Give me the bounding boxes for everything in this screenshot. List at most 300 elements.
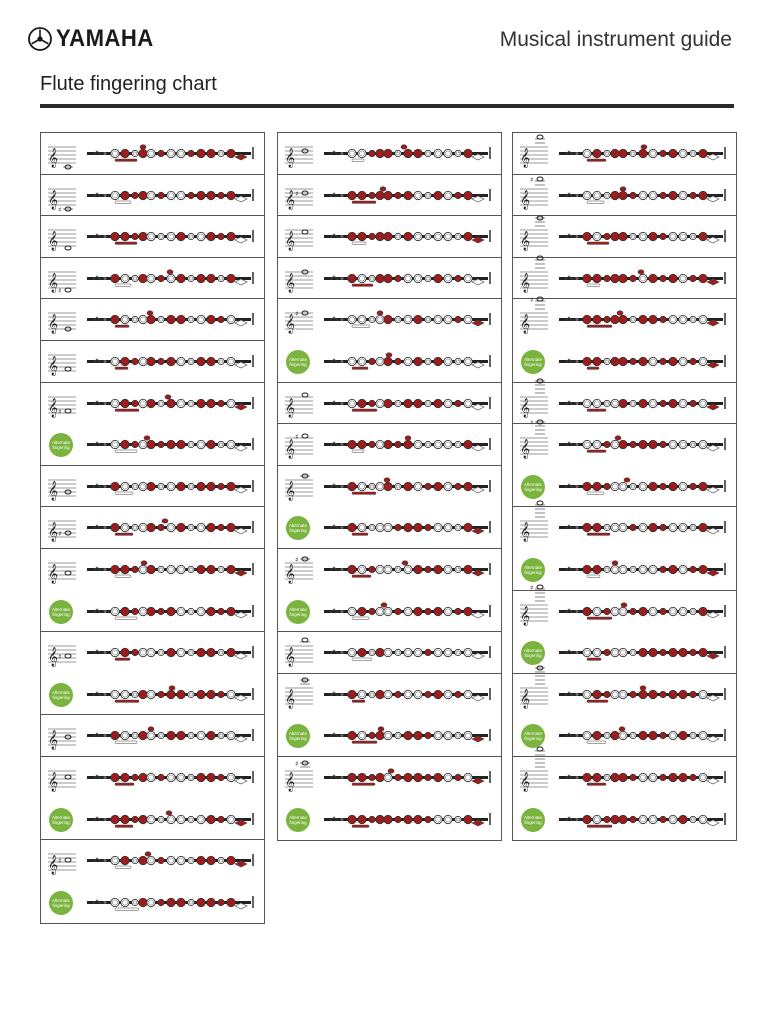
flute-fingering	[557, 682, 731, 713]
treble-clef-icon: 𝄞	[285, 563, 296, 584]
fingering-row	[41, 715, 264, 756]
fingering-cell	[41, 175, 264, 217]
fingering-row	[513, 674, 736, 715]
badge-line-2: fingering	[52, 611, 70, 617]
fingering-row	[41, 175, 264, 216]
svg-text:♯: ♯	[530, 419, 534, 428]
fingering-row	[278, 383, 501, 424]
badge-line-2: fingering	[289, 528, 307, 534]
treble-clef-icon: 𝄞	[285, 439, 296, 460]
flute-fingering	[322, 307, 496, 338]
treble-clef-icon: 𝄞	[285, 688, 296, 709]
alternate-fingering-badge	[49, 433, 73, 457]
alternate-fingering-row	[513, 799, 736, 840]
fingering-row	[278, 466, 501, 507]
svg-text:♯: ♯	[58, 653, 62, 662]
flute-fingering-alternate	[85, 890, 259, 921]
note-staff	[519, 680, 549, 715]
fingering-cell	[278, 757, 501, 840]
flute-fingering	[322, 266, 496, 297]
note-staff	[284, 139, 314, 174]
badge-line-1: Alternate	[51, 689, 70, 695]
treble-clef-icon: 𝄞	[285, 272, 296, 293]
note-staff	[284, 472, 314, 507]
badge-line-2: fingering	[524, 653, 542, 659]
note-staff	[47, 472, 77, 507]
flute-fingering-alternate	[557, 349, 731, 380]
treble-clef-icon: 𝄞	[520, 148, 531, 168]
note-staff	[284, 222, 314, 257]
alternate-fingering-badge	[286, 350, 310, 374]
fingering-cell	[278, 383, 501, 425]
flute-diagram	[557, 266, 731, 292]
treble-clef-icon: 𝄞	[48, 647, 59, 668]
alternate-fingering-row	[513, 632, 736, 673]
flute-fingering	[85, 266, 259, 297]
svg-text:♯: ♯	[58, 407, 62, 416]
fingering-cell	[41, 466, 264, 508]
fingering-row	[41, 840, 264, 881]
note-staff	[284, 430, 314, 465]
svg-text:♯: ♯	[58, 857, 62, 866]
fingering-row	[278, 175, 501, 216]
staff-notation	[284, 389, 314, 419]
badge-line-1: Alternate	[523, 564, 542, 570]
badge-line-2: fingering	[52, 902, 70, 908]
flute-diagram	[557, 557, 731, 583]
alternate-fingering-row	[278, 341, 501, 382]
fingering-row	[41, 549, 264, 590]
fingering-row	[41, 507, 264, 548]
fingering-cell	[41, 341, 264, 383]
badge-line-2: fingering	[52, 694, 70, 700]
treble-clef-icon: 𝄞	[48, 855, 59, 876]
alternate-fingering-badge	[521, 558, 545, 582]
tuning-forks-logo-icon	[28, 27, 52, 51]
flute-fingering	[85, 391, 259, 422]
fingering-row	[41, 341, 264, 382]
flute-fingering	[85, 848, 259, 879]
alternate-fingering-row	[278, 507, 501, 548]
treble-clef-icon: 𝄞	[48, 480, 59, 501]
flute-diagram	[322, 391, 496, 417]
flute-fingering	[322, 640, 496, 671]
alternate-fingering-badge	[521, 808, 545, 832]
staff-notation	[47, 389, 77, 419]
treble-clef-icon: 𝄞	[285, 771, 296, 792]
note-staff	[519, 296, 549, 340]
flute-diagram	[85, 640, 259, 666]
staff-notation	[47, 513, 77, 543]
fingering-row	[41, 757, 264, 798]
page-header	[0, 0, 768, 70]
staff-notation	[284, 305, 314, 335]
flute-fingering	[557, 224, 731, 255]
staff-notation	[519, 583, 549, 627]
flute-fingering	[85, 183, 259, 214]
badge-line-1: Alternate	[523, 481, 542, 487]
flute-fingering	[85, 474, 259, 505]
fingering-column-3	[512, 132, 737, 841]
svg-text:♯: ♯	[58, 205, 62, 214]
brand-name: YAMAHA	[56, 25, 154, 52]
note-staff	[284, 638, 314, 673]
flute-diagram	[85, 765, 259, 791]
note-staff	[47, 763, 77, 798]
flute-fingering-alternate	[322, 349, 496, 380]
fingering-row	[278, 632, 501, 673]
flute-fingering-alternate	[322, 515, 496, 546]
badge-line-2: fingering	[52, 445, 70, 451]
flute-fingering-alternate	[322, 723, 496, 754]
flute-diagram	[85, 266, 259, 292]
fingering-cell	[513, 258, 736, 300]
note-staff	[284, 264, 314, 299]
fingering-row	[278, 133, 501, 174]
staff-notation	[284, 680, 314, 710]
staff-notation	[284, 472, 314, 502]
badge-line-1: Alternate	[51, 440, 70, 446]
flute-diagram	[557, 474, 731, 500]
flute-diagram	[85, 557, 259, 583]
flute-diagram	[557, 682, 731, 708]
treble-clef-icon: 𝄞	[520, 771, 531, 792]
flute-fingering-alternate	[322, 807, 496, 838]
fingering-cell	[513, 674, 736, 757]
fingering-row	[513, 383, 736, 424]
svg-text:♯: ♯	[295, 555, 299, 564]
fingering-cell	[41, 133, 264, 175]
fingering-row	[513, 583, 736, 632]
note-staff	[519, 763, 549, 798]
staff-notation	[47, 264, 77, 294]
note-staff	[47, 721, 77, 756]
flute-fingering	[85, 723, 259, 754]
staff-notation	[47, 347, 77, 377]
flute-fingering	[85, 515, 259, 546]
note-staff	[284, 555, 314, 590]
treble-clef-icon: 𝄞	[285, 231, 296, 252]
treble-clef-icon: 𝄞	[48, 397, 59, 418]
badge-line-2: fingering	[289, 736, 307, 742]
note-staff	[519, 139, 549, 174]
note-staff	[47, 264, 77, 299]
treble-clef-icon: 𝄞	[520, 314, 531, 335]
fingering-row	[513, 507, 736, 548]
treble-clef-icon: 𝄞	[285, 647, 296, 668]
treble-clef-icon: 𝄞	[48, 730, 59, 751]
fingering-row	[278, 424, 501, 465]
note-staff	[47, 181, 77, 216]
alternate-fingering-row	[278, 799, 501, 840]
flute-diagram	[322, 349, 496, 375]
treble-clef-icon: 𝄞	[520, 688, 531, 709]
flute-fingering	[322, 557, 496, 588]
note-staff	[47, 222, 77, 257]
badge-line-1: Alternate	[288, 523, 307, 529]
staff-notation	[284, 430, 314, 460]
flute-fingering	[557, 765, 731, 796]
flute-diagram	[85, 141, 259, 167]
flute-diagram	[557, 765, 731, 791]
alternate-fingering-row	[41, 424, 264, 465]
flute-fingering-alternate	[557, 723, 731, 754]
treble-clef-icon: 𝄞	[48, 189, 59, 210]
fingering-row	[41, 258, 264, 299]
alternate-fingering-badge	[49, 600, 73, 624]
flute-diagram	[557, 807, 731, 833]
flute-diagram	[557, 515, 731, 541]
flute-fingering	[85, 349, 259, 380]
flute-fingering	[85, 141, 259, 172]
fingering-row	[278, 216, 501, 257]
fingering-row	[513, 175, 736, 216]
treble-clef-icon: 𝄞	[48, 148, 59, 168]
svg-text:♯: ♯	[58, 530, 62, 539]
fingering-cell	[41, 383, 264, 466]
flute-fingering	[557, 141, 731, 172]
flute-diagram	[85, 682, 259, 708]
flute-diagram	[85, 599, 259, 625]
flute-diagram	[557, 599, 731, 625]
alternate-fingering-row	[41, 882, 264, 923]
staff-notation	[47, 846, 77, 876]
flute-diagram	[322, 599, 496, 625]
flute-fingering-alternate	[85, 807, 259, 838]
fingering-cell	[41, 507, 264, 549]
staff-notation	[519, 513, 549, 543]
alternate-fingering-row	[41, 799, 264, 840]
fingering-cell	[278, 299, 501, 382]
title-rule	[40, 104, 734, 108]
note-staff	[519, 175, 549, 216]
fingering-cell	[513, 175, 736, 217]
badge-line-2: fingering	[524, 736, 542, 742]
alternate-fingering-row	[278, 715, 501, 756]
fingering-row	[513, 757, 736, 798]
treble-clef-icon: 𝄞	[285, 314, 296, 335]
alternate-fingering-badge	[521, 350, 545, 374]
treble-clef-icon: 𝄞	[48, 272, 59, 293]
staff-notation	[519, 763, 549, 793]
alternate-fingering-badge	[521, 641, 545, 665]
fingering-cell	[41, 632, 264, 715]
treble-clef-icon: 𝄞	[520, 231, 531, 252]
page-title: Flute fingering chart	[40, 73, 217, 95]
flute-fingering	[557, 183, 731, 214]
fingering-cell	[41, 757, 264, 840]
badge-line-1: Alternate	[288, 731, 307, 737]
treble-clef-icon: 𝄞	[48, 314, 59, 335]
svg-text:♯: ♯	[58, 286, 62, 295]
staff-notation	[284, 181, 314, 211]
flute-fingering	[557, 391, 731, 422]
fingering-cell	[513, 133, 736, 175]
fingering-row	[278, 757, 501, 798]
flute-diagram	[322, 765, 496, 791]
flute-fingering-alternate	[557, 474, 731, 505]
treble-clef-icon: 𝄞	[285, 480, 296, 501]
staff-notation	[47, 181, 77, 214]
flute-diagram	[557, 307, 731, 333]
note-staff	[284, 305, 314, 340]
note-staff	[47, 347, 77, 382]
treble-clef-icon: 𝄞	[48, 355, 59, 376]
fingering-cell	[278, 632, 501, 674]
badge-line-1: Alternate	[523, 356, 542, 362]
treble-clef-icon: 𝄞	[520, 522, 531, 543]
fingering-cell	[278, 466, 501, 549]
fingering-cell	[513, 383, 736, 428]
flute-fingering	[557, 599, 731, 630]
flute-diagram	[557, 723, 731, 749]
staff-notation	[47, 638, 77, 668]
treble-clef-icon: 𝄞	[285, 189, 296, 210]
treble-clef-icon: 𝄞	[48, 522, 59, 543]
treble-clef-icon: 𝄞	[48, 231, 59, 252]
flute-fingering	[557, 307, 731, 338]
flute-diagram	[557, 141, 731, 167]
fingering-cell	[278, 424, 501, 466]
fingering-cell	[41, 258, 264, 300]
flute-diagram	[322, 266, 496, 292]
badge-line-1: Alternate	[288, 356, 307, 362]
fingering-cell	[41, 216, 264, 258]
flute-diagram	[322, 723, 496, 749]
brand-logo	[28, 25, 162, 53]
note-staff	[47, 638, 77, 673]
fingering-cell	[278, 133, 501, 175]
flute-diagram	[322, 807, 496, 833]
flute-diagram	[85, 890, 259, 916]
flute-fingering	[557, 432, 731, 463]
flute-diagram	[557, 183, 731, 209]
flute-fingering-alternate	[557, 640, 731, 671]
fingering-row	[278, 258, 501, 299]
badge-line-2: fingering	[289, 611, 307, 617]
fingering-cell	[41, 299, 264, 341]
note-staff	[519, 513, 549, 548]
badge-line-1: Alternate	[523, 814, 542, 820]
note-staff	[284, 759, 314, 798]
badge-line-2: fingering	[524, 486, 542, 492]
badge-line-1: Alternate	[288, 814, 307, 820]
staff-notation	[519, 296, 549, 335]
badge-line-2: fingering	[524, 819, 542, 825]
fingering-cell	[513, 757, 736, 840]
fingering-row	[278, 299, 501, 340]
fingering-cell	[513, 583, 736, 674]
alternate-fingering-badge	[286, 516, 310, 540]
fingering-row	[513, 216, 736, 257]
staff-notation	[47, 763, 77, 793]
alternate-fingering-badge	[49, 891, 73, 915]
fingering-cell	[513, 419, 736, 507]
note-staff	[519, 222, 549, 257]
flute-diagram	[322, 183, 496, 209]
svg-text:♯: ♯	[295, 433, 299, 442]
badge-line-2: fingering	[289, 361, 307, 367]
flute-fingering	[322, 141, 496, 172]
svg-text:♯: ♯	[295, 759, 299, 768]
treble-clef-icon: 𝄞	[48, 563, 59, 584]
note-staff	[284, 181, 314, 216]
treble-clef-icon: 𝄞	[285, 148, 296, 168]
badge-line-1: Alternate	[288, 606, 307, 612]
fingering-cell	[278, 216, 501, 258]
svg-text:♯: ♯	[530, 296, 534, 305]
fingering-column-2	[277, 132, 502, 841]
badge-line-1: Alternate	[51, 814, 70, 820]
flute-diagram	[85, 474, 259, 500]
fingering-cell	[513, 296, 736, 382]
flute-diagram	[557, 224, 731, 250]
badge-line-2: fingering	[524, 569, 542, 575]
flute-diagram	[322, 557, 496, 583]
flute-diagram	[85, 307, 259, 333]
fingering-row	[513, 133, 736, 174]
staff-notation	[284, 638, 314, 668]
staff-notation	[519, 222, 549, 252]
staff-notation	[519, 139, 549, 169]
alternate-fingering-row	[278, 591, 501, 632]
note-staff	[284, 389, 314, 424]
note-staff	[47, 513, 77, 548]
fingering-row	[41, 466, 264, 507]
flute-diagram	[322, 640, 496, 666]
fingering-row	[41, 299, 264, 340]
staff-notation	[519, 680, 549, 710]
fingering-cell	[41, 715, 264, 757]
staff-notation	[284, 759, 314, 793]
staff-notation	[284, 222, 314, 252]
fingering-row	[513, 419, 736, 465]
flute-diagram	[85, 515, 259, 541]
flute-diagram	[322, 515, 496, 541]
flute-diagram	[85, 349, 259, 375]
alternate-fingering-row	[513, 549, 736, 590]
note-staff	[47, 389, 77, 424]
alternate-fingering-row	[513, 341, 736, 382]
fingering-row	[41, 383, 264, 424]
badge-line-2: fingering	[52, 819, 70, 825]
flute-diagram	[322, 224, 496, 250]
note-staff	[284, 680, 314, 715]
flute-fingering-alternate	[557, 807, 731, 838]
flute-diagram	[85, 723, 259, 749]
flute-diagram	[557, 349, 731, 375]
flute-fingering	[322, 474, 496, 505]
treble-clef-icon: 𝄞	[48, 771, 59, 792]
note-staff	[519, 264, 549, 299]
alternate-fingering-badge	[49, 683, 73, 707]
flute-fingering-alternate	[85, 682, 259, 713]
fingering-cell	[513, 216, 736, 258]
note-staff	[47, 305, 77, 340]
flute-fingering	[322, 224, 496, 255]
flute-diagram	[557, 640, 731, 666]
flute-fingering	[557, 515, 731, 546]
alternate-fingering-row	[513, 715, 736, 756]
fingering-cell	[513, 507, 736, 590]
flute-diagram	[322, 474, 496, 500]
flute-diagram	[85, 848, 259, 874]
staff-notation	[519, 419, 549, 460]
treble-clef-icon: 𝄞	[285, 397, 296, 418]
treble-clef-icon: 𝄞	[520, 397, 531, 418]
alternate-fingering-badge	[286, 724, 310, 748]
alternate-fingering-badge	[49, 808, 73, 832]
